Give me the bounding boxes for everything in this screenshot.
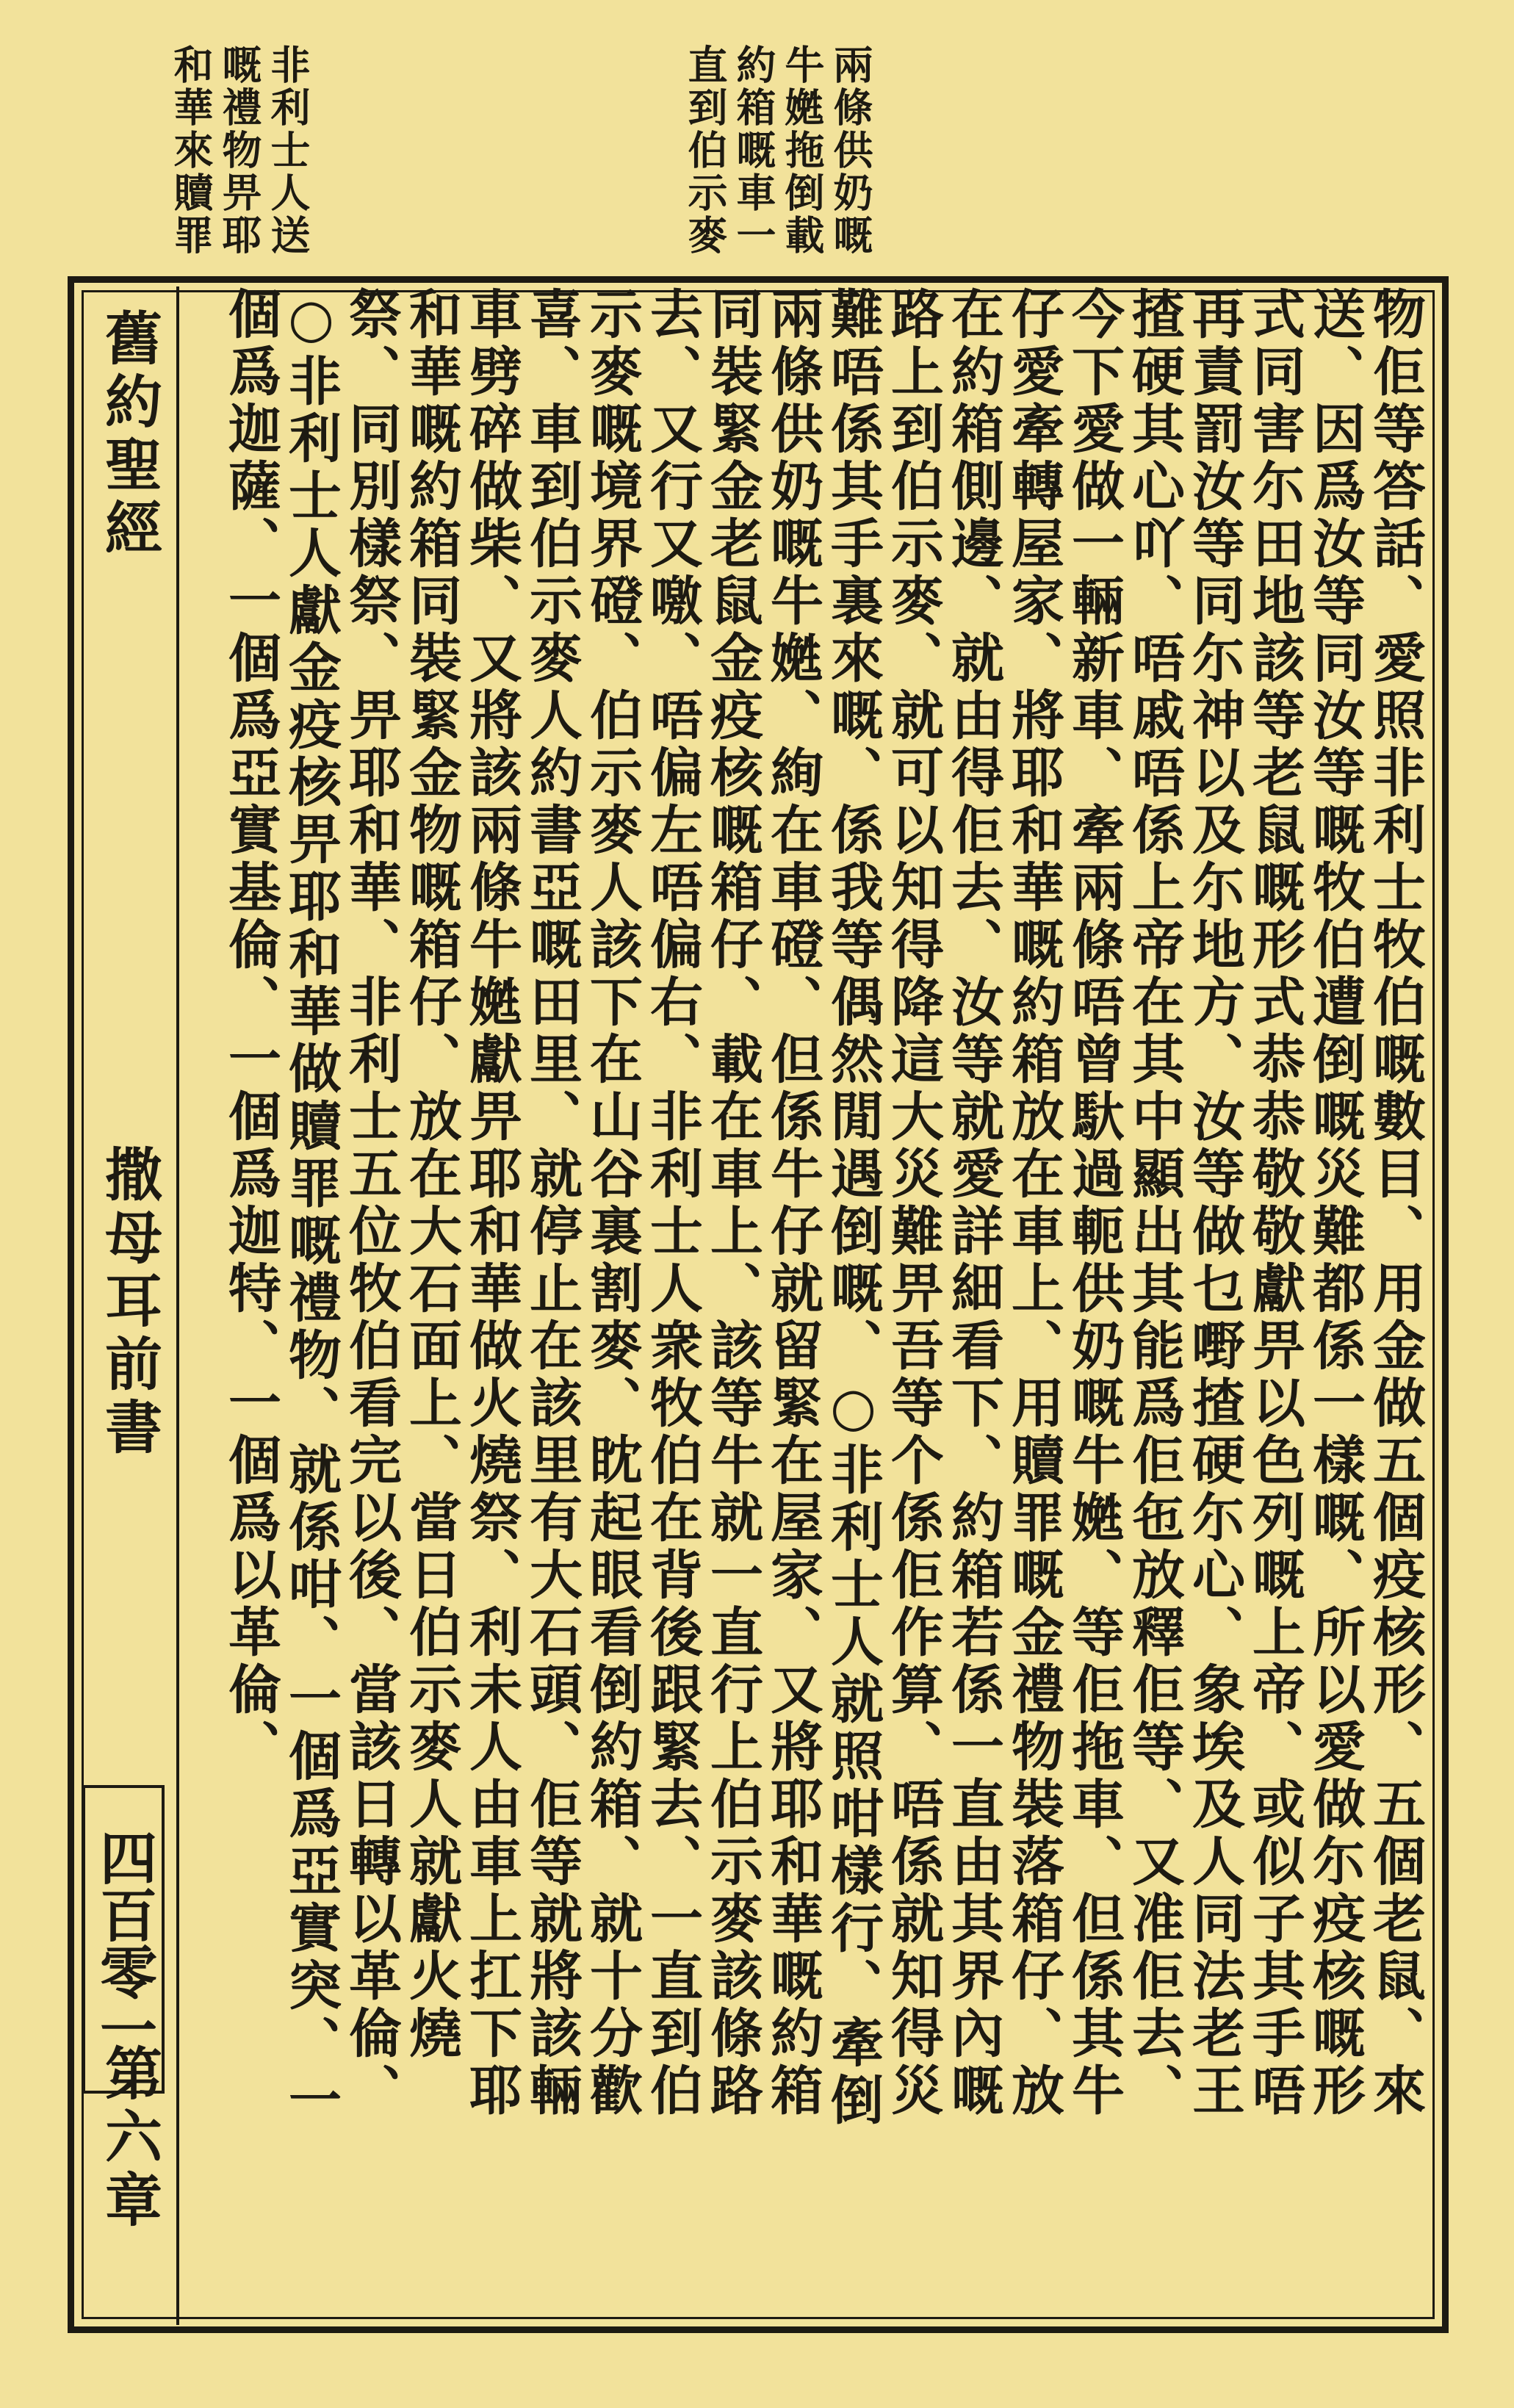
note-line: 兩條供奶嘅 xyxy=(827,44,874,257)
note-line: 嘅禮物畀耶 xyxy=(216,44,263,257)
margin-divider xyxy=(176,286,179,2325)
note-line: 非利士人送 xyxy=(264,44,311,257)
main-text: 物佢等答話、愛照非利士牧伯嘅數目、用金做五個疫核形、五個老鼠、來送、因爲汝等同汝等嘅牧伯遭倒嘅災難都係一樣嘅、所以愛做尓疫核嘅形式同害尓田地該等老鼠嘅形式恭恭敬敬獻畀以色列嘅上帝、或似子其手唔再責罰汝等同尓神以及尓地方、汝等做乜嘢揸硬尓心、象埃及人同法老王揸硬其心吖、唔戚唔係上帝在其中顯出其能爲佢㐌放釋佢等、又准佢去、今下愛做一輛新車、牽兩條唔曾馱過軛供奶嘅牛嬎、等佢拖車、但係其牛仔愛牽轉屋家、將耶和華嘅約箱放在車上、用贖罪嘅金禮物裝落箱仔、放在約箱側邊、就由得佢去、汝等就愛詳細看下、約箱若係一直由其界內嘅路上到伯示麥、就可以知得降這大災難畀吾等个係佢作算、唔係就知得災難唔係其手裏來嘅、係我等偶然閒遇倒嘅、○非利士人就照咁樣行、牽倒兩條供奶嘅牛嬎、絢在車磴、但係牛仔就留緊在屋家、又將耶和華嘅約箱同裝緊金老鼠金疫核嘅箱仔、載在車上、該等牛就一直行上伯示麥該條路去、又行又噭、唔偏左唔偏右、非利士人衆牧伯在背後跟緊去、一直到伯示麥嘅境界磴、伯示麥人該下在山谷裏割麥、眈起眼看倒約箱、就十分歡喜、車到伯示麥人約書亞嘅田里、就停止在該里有大石頭、佢等就將該輛車劈碎做柴、又將該兩條牛嬎獻畀耶和華做火燒祭、利未人由車上扛下耶和華嘅約箱同裝緊金物嘅箱仔、放在大石面上、當日伯示麥人就獻火燒祭、同別樣祭、畀耶和華、非利士五位牧伯看完以後、當該日轉以革倫、○非利士人獻金疫核畀耶和華做贖罪嘅禮物、就係咁、一個爲亞實突、一個爲迦薩、一個爲亞實基倫、一個爲迦特、一個爲以革倫、 xyxy=(220,286,1427,2130)
marginal-note-gifts xyxy=(169,44,310,257)
page-number: 四百零一 xyxy=(82,1785,165,2094)
note-line: 約箱嘅車一 xyxy=(730,44,777,257)
note-line: 和華來贖罪 xyxy=(167,44,215,257)
section-title: 撒母耳前書 xyxy=(95,1144,162,1460)
chapter-label: 第六章 xyxy=(95,2044,162,2233)
note-line: 牛嬎拖倒載 xyxy=(779,44,826,257)
note-line: 直到伯示麥 xyxy=(682,44,729,257)
book-title: 舊約聖經 xyxy=(95,309,162,561)
marginal-note-cart xyxy=(683,44,873,257)
